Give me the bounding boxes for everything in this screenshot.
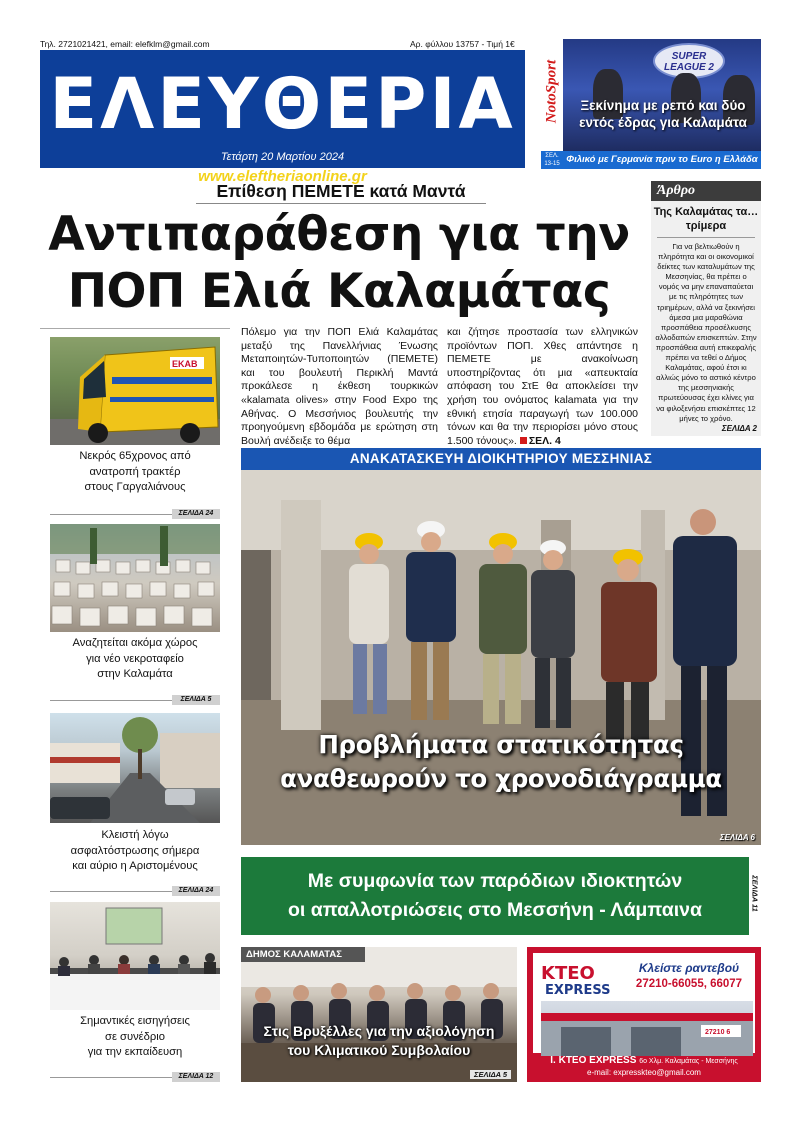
bottom-story-page-ref[interactable]: ΣΕΛΙΔΑ 5 [470, 1070, 511, 1079]
caption-line: Κλειστή λόγω [101, 829, 169, 841]
bottom-caption-line: Στις Βρυξέλλες για την αξιολόγηση [263, 1023, 495, 1039]
caption-line: και αύριο η Αριστομένους [72, 860, 198, 872]
notosport-pages: ΣΕΛ. 13-15 [541, 151, 563, 169]
bottom-story-photo[interactable] [241, 947, 517, 1082]
notosport-headline [567, 97, 759, 131]
cemetery-illustration [50, 524, 220, 632]
story-page-ref[interactable]: ΣΕΛΙΔΑ 5 [172, 695, 220, 705]
kteo-address: 6ο Χλμ. Καλαμάτας - Μεσσήνης [639, 1058, 738, 1065]
story-caption[interactable] [40, 636, 230, 683]
lead-column-2 [447, 326, 638, 448]
notosport-bottom-line: Φιλικό με Γερμανία πριν το Euro η Ελλάδα [563, 151, 761, 169]
kteo-logo: ΚΤΕΟ [541, 963, 595, 984]
issue-number: Αρ. φύλλου 13757 - Τιμή 1€ [410, 39, 515, 49]
editorial-body: Για να βελτιωθούν η πληρότητα και οι οικονομικοί δείκτες των καταλυμάτων της Μεσσηνίας, θα πρέπει ο νομός να μην επαναπαύεται με τις πληρότητες των τριημέρων, αλλά να ξεκινήσει άμεσα μια μαραθώνια προσπάθεια προσέλκυσης αλλοδαπών επισκεπτών. Στην προσπάθεια αυτή επικεφαλής πρέπει να τεθεί ο Δήμος Καλαμάτας, αφού έτσι κι αλλιώς μόνο το αστικό κέντρο της μεσσηνιακής πρωτεύουσας έχει κλίνες για να φιλοξενήσει επισκέπτες 12 μήνες το χρόνο. [655, 242, 757, 423]
green-banner[interactable] [241, 857, 749, 935]
caption-line: στην Καλαμάτα [97, 668, 173, 680]
bottom-caption-line: του Κλιματικού Συμβολαίου [287, 1042, 471, 1058]
caption-line: για την εκπαίδευση [87, 1046, 183, 1058]
caption-line: Αναζητείται ακόμα χώρος [72, 637, 198, 649]
notosport-label-box [541, 39, 563, 151]
kteo-call-to-action: Κλείστε ραντεβού [638, 961, 740, 975]
bottom-story-label: ΔΗΜΟΣ ΚΑΛΑΜΑΤΑΣ [241, 947, 365, 962]
bottom-story-caption [241, 1022, 517, 1060]
lead-kicker: Επίθεση ΠΕΜΕΤΕ κατά Μαντά [216, 181, 466, 201]
notosport-label: NotoSport [543, 59, 560, 124]
story-caption[interactable] [40, 828, 230, 875]
caption-line: ανατροπή τρακτέρ [89, 465, 181, 478]
story-page-ref[interactable]: ΣΕΛΙΔΑ 24 [172, 886, 220, 896]
newspaper-logo: ΕΛΕΥΘΕΡΙΑ [49, 63, 516, 145]
story-page-ref[interactable]: ΣΕΛΙΔΑ 24 [172, 509, 220, 519]
lead-headline-line: ΠΟΠ Ελιά Καλαμάτας [67, 264, 611, 319]
caption-line: ασφαλτόστρωσης σήμερα [70, 844, 200, 857]
notosport-headline-line: εντός έδρας για Καλαμάτα [579, 115, 747, 130]
kteo-ad-panel [533, 953, 755, 1053]
notosport-photo [563, 39, 761, 151]
story-caption[interactable] [40, 449, 230, 496]
kteo-email[interactable]: e-mail: expresskteo@gmail.com [587, 1068, 701, 1077]
ambulance-illustration [50, 337, 220, 445]
main-story-page-ref[interactable]: ΣΕΛΙΔΑ 6 [719, 833, 755, 842]
kteo-advertisement[interactable] [527, 947, 761, 1082]
story-page-ref[interactable]: ΣΕΛΙΔΑ 12 [172, 1072, 220, 1082]
notosport-banner[interactable] [541, 39, 761, 169]
notosport-headline-line: Ξεκίνημα με ρεπό και δύο [580, 98, 746, 113]
kteo-company: Ι. ΚΤΕΟ EXPRESS [550, 1055, 637, 1066]
lead-column-2-text: και ζήτησε προστασία των ελληνικών προϊόντων ΠΟΠ. Χθες απάντησε η ΠΕΜΕΤΕ με ανακοίνωση υποστηρίζοντας ότι μια «απευκταία απόφαση του ΣτΕ θα αποκλείσει την χρήση του ονόματος kalamata για την εθνική ετησία παραγωγή των 100.000 τόνων και θα την περιορίσει μόνο στους 1.500 τόνους». [447, 326, 638, 447]
ambulance-photo[interactable] [50, 337, 220, 445]
green-banner-line: οι απαλλοτριώσεις στο Μεσσήνη - Λάμπαινα [288, 899, 702, 921]
cemetery-photo[interactable] [50, 524, 220, 632]
bullet-square-icon [520, 437, 527, 444]
street-photo[interactable] [50, 713, 220, 823]
kteo-building [541, 1001, 753, 1056]
kteo-name [527, 1055, 761, 1066]
main-story-bar: ΑΝΑΚΑΤΑΣΚΕΥΗ ΔΙΟΙΚΗΤΗΡΙΟΥ ΜΕΣΣΗΝΙΑΣ [241, 448, 761, 470]
main-headline-line: αναθεωρούν το χρονοδιάγραμμα [280, 764, 722, 793]
kteo-phone[interactable]: 27210-66055, 66077 [635, 978, 743, 990]
caption-line: σε συνέδριο [105, 1030, 165, 1043]
conference-illustration [50, 902, 220, 1010]
lead-headline-line: Αντιπαράθεση για την [48, 207, 630, 262]
league-badge: SUPER LEAGUE 2 [663, 51, 714, 73]
main-story-headline [241, 728, 761, 796]
lead-page-ref[interactable]: ΣΕΛ. 4 [528, 434, 561, 447]
meeting-illustration [241, 947, 517, 1082]
caption-line: στους Γαργαλιάνους [84, 481, 186, 493]
editorial-box [651, 181, 761, 436]
lead-column-1: Πόλεμο για την ΠΟΠ Ελιά Καλαμάτας μεταξύ της Πανελλήνιας Ένωσης Μεταποιητών-Τυποποιητών (ΠΕΜΕΤΕ) και του βουλευτή Περικλή Μαντά προκάλεσε η έκθεση τουρκικών «kalamata olives» στην Food Expo της Αθήνας. Ο Μεσσήνιος βουλευτής την προηγούμενη εβδομάδα με ερώτηση στη Βουλή ανέδειξε το θέμα [241, 326, 438, 447]
green-banner-page-box [749, 857, 761, 935]
kteo-logo-express: EXPRESS [545, 983, 611, 998]
lead-headline[interactable] [40, 206, 638, 320]
conference-photo[interactable] [50, 902, 220, 1010]
editorial-title[interactable]: Της Καλαμάτας τα… τρίμερα [653, 206, 759, 232]
main-headline-line: Προβλήματα στατικότητας [318, 730, 684, 759]
contact-line: Τηλ. 2721021421, email: elefklm@gmail.com [40, 39, 210, 49]
building-illustration [541, 1001, 753, 1056]
ambulance-sign: ΕΚΑΒ [172, 359, 198, 369]
masthead [40, 50, 525, 185]
editorial-label: Άρθρο [651, 181, 761, 201]
kicker-rule [196, 203, 486, 204]
main-story-photo[interactable] [241, 470, 761, 845]
building-sign: 27210 6 [705, 1029, 731, 1036]
caption-line: για νέο νεκροταφείο [86, 652, 184, 665]
caption-line: Σημαντικές εισηγήσεις [80, 1015, 190, 1027]
story-caption[interactable] [40, 1014, 230, 1061]
website-link[interactable]: www.eleftheriaonline.gr [198, 168, 367, 185]
green-banner-page-ref[interactable]: ΣΕΛΙΔΑ 11 [750, 875, 760, 912]
editorial-page-ref[interactable]: ΣΕΛΙΔΑ 2 [721, 424, 757, 433]
divider [40, 328, 230, 329]
issue-date: Τετάρτη 20 Μαρτίου 2024 [220, 151, 345, 163]
green-banner-line: Με συμφωνία των παρόδιων ιδιοκτητών [307, 870, 683, 892]
caption-line: Νεκρός 65χρονος από [79, 450, 191, 462]
street-illustration [50, 713, 220, 823]
editorial-rule [657, 237, 755, 238]
